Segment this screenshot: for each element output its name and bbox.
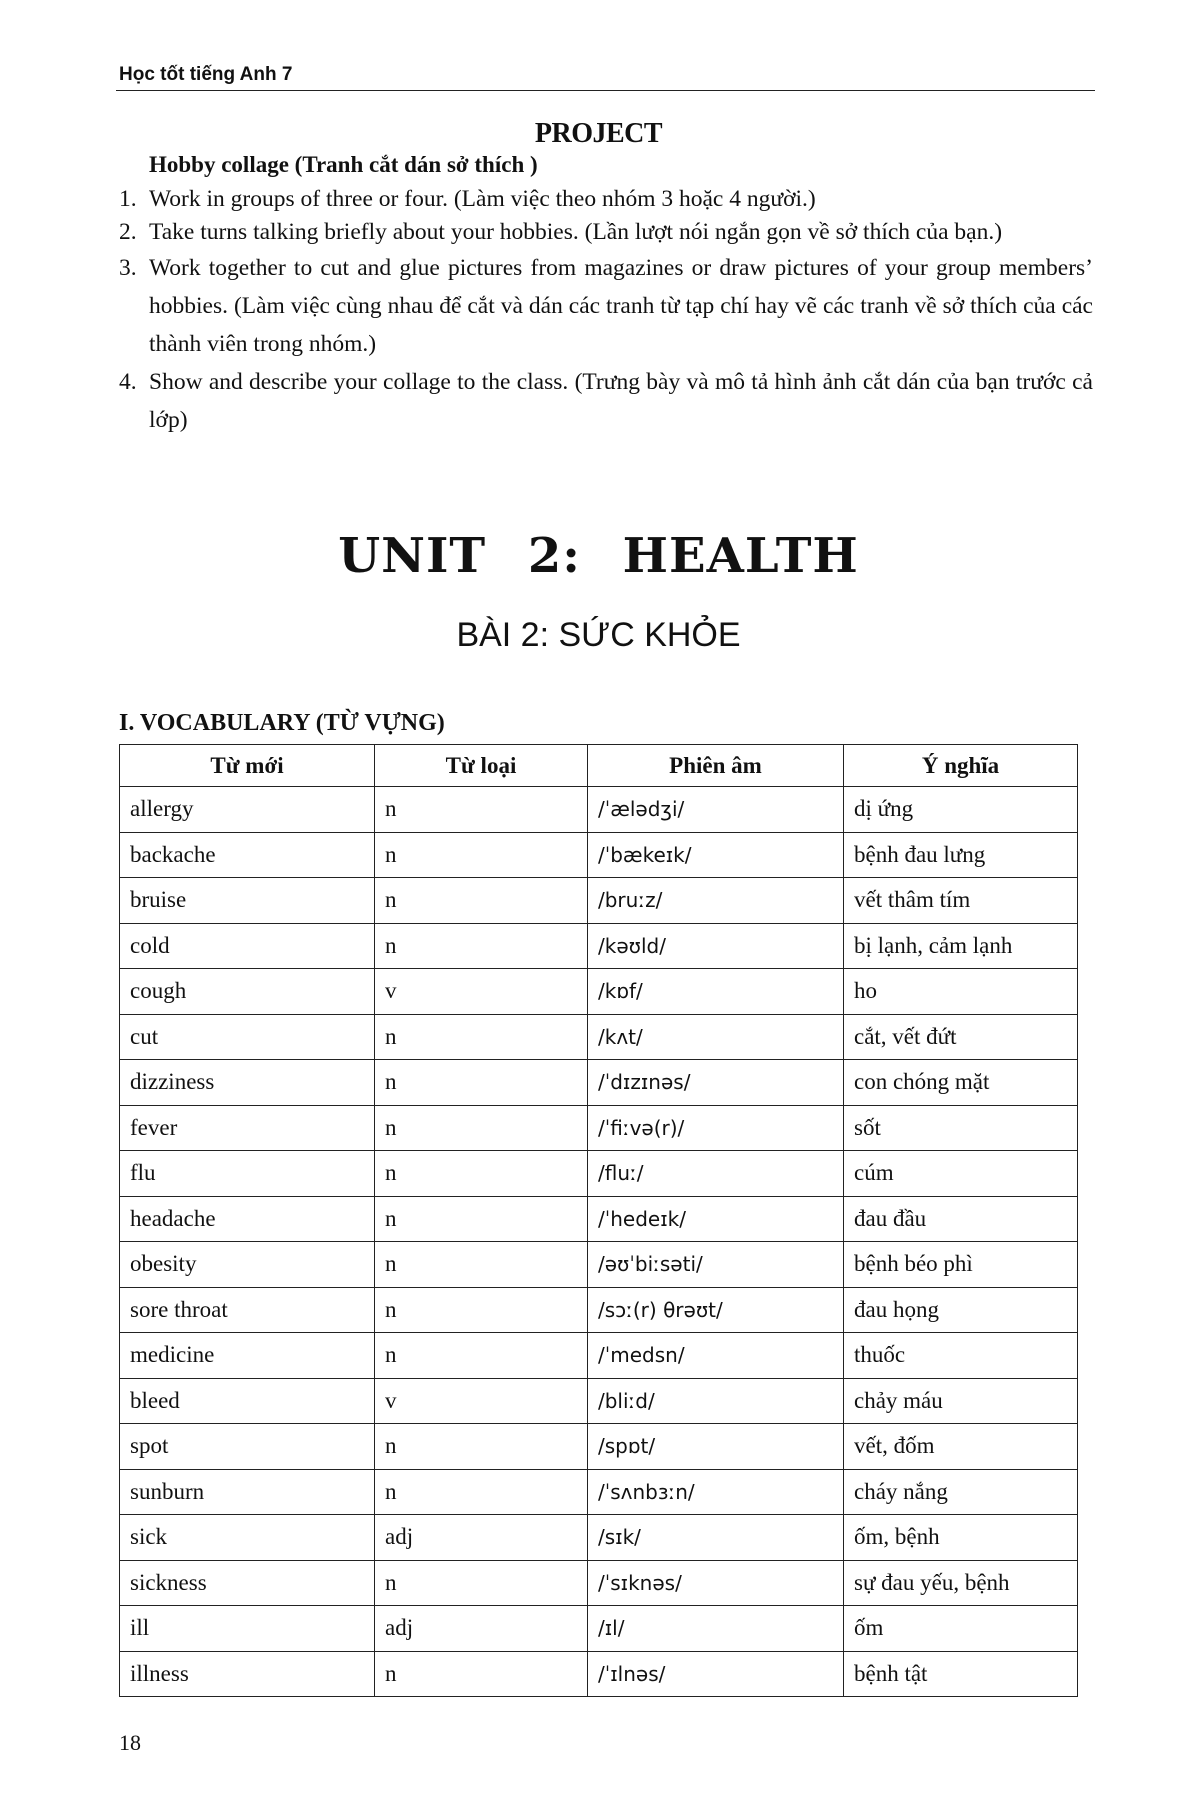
vocabulary-table-body (120, 787, 1078, 1697)
column-header-type: Từ loại (375, 745, 588, 787)
cell-part-of-speech: v (375, 969, 588, 1015)
cell-pronunciation: /bruːz/ (588, 878, 844, 924)
cell-part-of-speech: n (375, 923, 588, 969)
cell-meaning: sốt (844, 1105, 1078, 1151)
cell-pronunciation: /sɪk/ (588, 1515, 844, 1561)
step-text: Work together to cut and glue pictures from magazines or draw pictures of your group members’ hobbies. (Làm việc cùng nhau để cắt và dán các tranh từ tạp chí hay vẽ các tranh về sở thích của các thành viên trong nhóm.) (149, 255, 1093, 357)
table-row (120, 1151, 1078, 1197)
cell-part-of-speech: n (375, 1424, 588, 1470)
cell-meaning: ốm, bệnh (844, 1515, 1078, 1561)
table-row (120, 1606, 1078, 1652)
cell-pronunciation: /əʊˈbiːsəti/ (588, 1242, 844, 1288)
table-row (120, 787, 1078, 833)
project-step (119, 363, 1093, 439)
cell-word: medicine (120, 1333, 375, 1379)
cell-part-of-speech: n (375, 1287, 588, 1333)
cell-pronunciation: /spɒt/ (588, 1424, 844, 1470)
cell-pronunciation: /bliːd/ (588, 1378, 844, 1424)
cell-part-of-speech: n (375, 832, 588, 878)
cell-part-of-speech: n (375, 1560, 588, 1606)
cell-part-of-speech: n (375, 1060, 588, 1106)
table-row (120, 1378, 1078, 1424)
table-row (120, 1196, 1078, 1242)
step-number: 4. (119, 369, 137, 395)
step-text: Show and describe your collage to the class. (Trưng bày và mô tả hình ảnh cắt dán của bạn trước cả lớp) (149, 369, 1093, 433)
cell-part-of-speech: n (375, 787, 588, 833)
cell-part-of-speech: n (375, 1333, 588, 1379)
cell-meaning: ốm (844, 1606, 1078, 1652)
cell-word: ill (120, 1606, 375, 1652)
table-row (120, 1560, 1078, 1606)
cell-pronunciation: /kʌt/ (588, 1014, 844, 1060)
table-row (120, 1424, 1078, 1470)
cell-word: fever (120, 1105, 375, 1151)
cell-meaning: cháy nắng (844, 1469, 1078, 1515)
cell-part-of-speech: v (375, 1378, 588, 1424)
cell-meaning: bệnh tật (844, 1651, 1078, 1697)
cell-meaning: cắt, vết đứt (844, 1014, 1078, 1060)
cell-meaning: bệnh béo phì (844, 1242, 1078, 1288)
cell-pronunciation: /ˈhedeɪk/ (588, 1196, 844, 1242)
cell-meaning: ho (844, 969, 1078, 1015)
cell-meaning: thuốc (844, 1333, 1078, 1379)
cell-word: headache (120, 1196, 375, 1242)
cell-word: allergy (120, 787, 375, 833)
table-row (120, 923, 1078, 969)
cell-pronunciation: /ˈælədʒi/ (588, 787, 844, 833)
table-row (120, 1469, 1078, 1515)
table-row (120, 1333, 1078, 1379)
cell-word: sick (120, 1515, 375, 1561)
project-subtitle: Hobby collage (Tranh cắt dán sở thích ) (149, 152, 538, 177)
cell-word: cold (120, 923, 375, 969)
cell-word: spot (120, 1424, 375, 1470)
table-row (120, 1515, 1078, 1561)
unit-title: UNIT 2: HEALTH (338, 528, 859, 584)
cell-part-of-speech: n (375, 1014, 588, 1060)
project-steps-list (119, 183, 1093, 439)
step-text: Take turns talking briefly about your hobbies. (Lần lượt nói ngắn gọn về sở thích của bạn.) (149, 219, 1003, 245)
cell-part-of-speech: n (375, 1196, 588, 1242)
cell-meaning: đau đầu (844, 1196, 1078, 1242)
table-row (120, 1060, 1078, 1106)
cell-part-of-speech: n (375, 878, 588, 924)
cell-meaning: vết, đốm (844, 1424, 1078, 1470)
cell-word: dizziness (120, 1060, 375, 1106)
cell-part-of-speech: n (375, 1469, 588, 1515)
cell-meaning: con chóng mặt (844, 1060, 1078, 1106)
project-step (119, 183, 1093, 216)
cell-pronunciation: /sɔː(r) θrəʊt/ (588, 1287, 844, 1333)
cell-meaning: bệnh đau lưng (844, 832, 1078, 878)
cell-pronunciation: /ˈbækeɪk/ (588, 832, 844, 878)
page-number: 18 (119, 1730, 141, 1755)
column-header-pronunciation: Phiên âm (588, 745, 844, 787)
running-header: Học tốt tiếng Anh 7 (119, 64, 293, 85)
table-row (120, 1105, 1078, 1151)
cell-meaning: sự đau yếu, bệnh (844, 1560, 1078, 1606)
table-row (120, 969, 1078, 1015)
cell-word: flu (120, 1151, 375, 1197)
table-row (120, 1651, 1078, 1697)
cell-meaning: bị lạnh, cảm lạnh (844, 923, 1078, 969)
step-number: 3. (119, 255, 137, 281)
cell-part-of-speech: n (375, 1242, 588, 1288)
cell-pronunciation: /kəʊld/ (588, 923, 844, 969)
cell-pronunciation: /ˈɪlnəs/ (588, 1651, 844, 1697)
cell-pronunciation: /ˈsɪknəs/ (588, 1560, 844, 1606)
column-header-word: Từ mới (120, 745, 375, 787)
header-divider (116, 90, 1095, 91)
table-row (120, 1287, 1078, 1333)
table-row (120, 1014, 1078, 1060)
cell-word: cut (120, 1014, 375, 1060)
project-step (119, 249, 1093, 363)
project-step (119, 216, 1093, 249)
table-row (120, 1242, 1078, 1288)
cell-word: cough (120, 969, 375, 1015)
cell-meaning: đau họng (844, 1287, 1078, 1333)
vocabulary-table (119, 744, 1078, 1697)
cell-word: bruise (120, 878, 375, 924)
cell-pronunciation: /fluː/ (588, 1151, 844, 1197)
vocabulary-heading: I. VOCABULARY (TỪ VỰNG) (119, 710, 445, 736)
cell-meaning: dị ứng (844, 787, 1078, 833)
cell-word: bleed (120, 1378, 375, 1424)
cell-part-of-speech: adj (375, 1515, 588, 1561)
cell-pronunciation: /ˈdɪzɪnəs/ (588, 1060, 844, 1106)
cell-pronunciation: /ˈmedsn/ (588, 1333, 844, 1379)
cell-word: illness (120, 1651, 375, 1697)
column-header-meaning: Ý nghĩa (844, 745, 1078, 787)
cell-pronunciation: /ˈfiːvə(r)/ (588, 1105, 844, 1151)
table-row (120, 878, 1078, 924)
cell-word: sore throat (120, 1287, 375, 1333)
table-row (120, 832, 1078, 878)
table-header-row (120, 745, 1078, 787)
cell-word: sunburn (120, 1469, 375, 1515)
cell-word: obesity (120, 1242, 375, 1288)
cell-meaning: cúm (844, 1151, 1078, 1197)
cell-meaning: vết thâm tím (844, 878, 1078, 924)
cell-pronunciation: /ˈsʌnbɜːn/ (588, 1469, 844, 1515)
cell-meaning: chảy máu (844, 1378, 1078, 1424)
unit-subtitle: BÀI 2: SỨC KHỎE (456, 616, 741, 654)
cell-pronunciation: /ɪl/ (588, 1606, 844, 1652)
step-number: 1. (119, 186, 137, 212)
cell-word: backache (120, 832, 375, 878)
cell-word: sickness (120, 1560, 375, 1606)
step-number: 2. (119, 219, 137, 245)
cell-part-of-speech: n (375, 1651, 588, 1697)
cell-part-of-speech: adj (375, 1606, 588, 1652)
project-title: PROJECT (534, 118, 663, 149)
cell-pronunciation: /kɒf/ (588, 969, 844, 1015)
step-text: Work in groups of three or four. (Làm việc theo nhóm 3 hoặc 4 người.) (149, 186, 816, 212)
cell-part-of-speech: n (375, 1151, 588, 1197)
cell-part-of-speech: n (375, 1105, 588, 1151)
